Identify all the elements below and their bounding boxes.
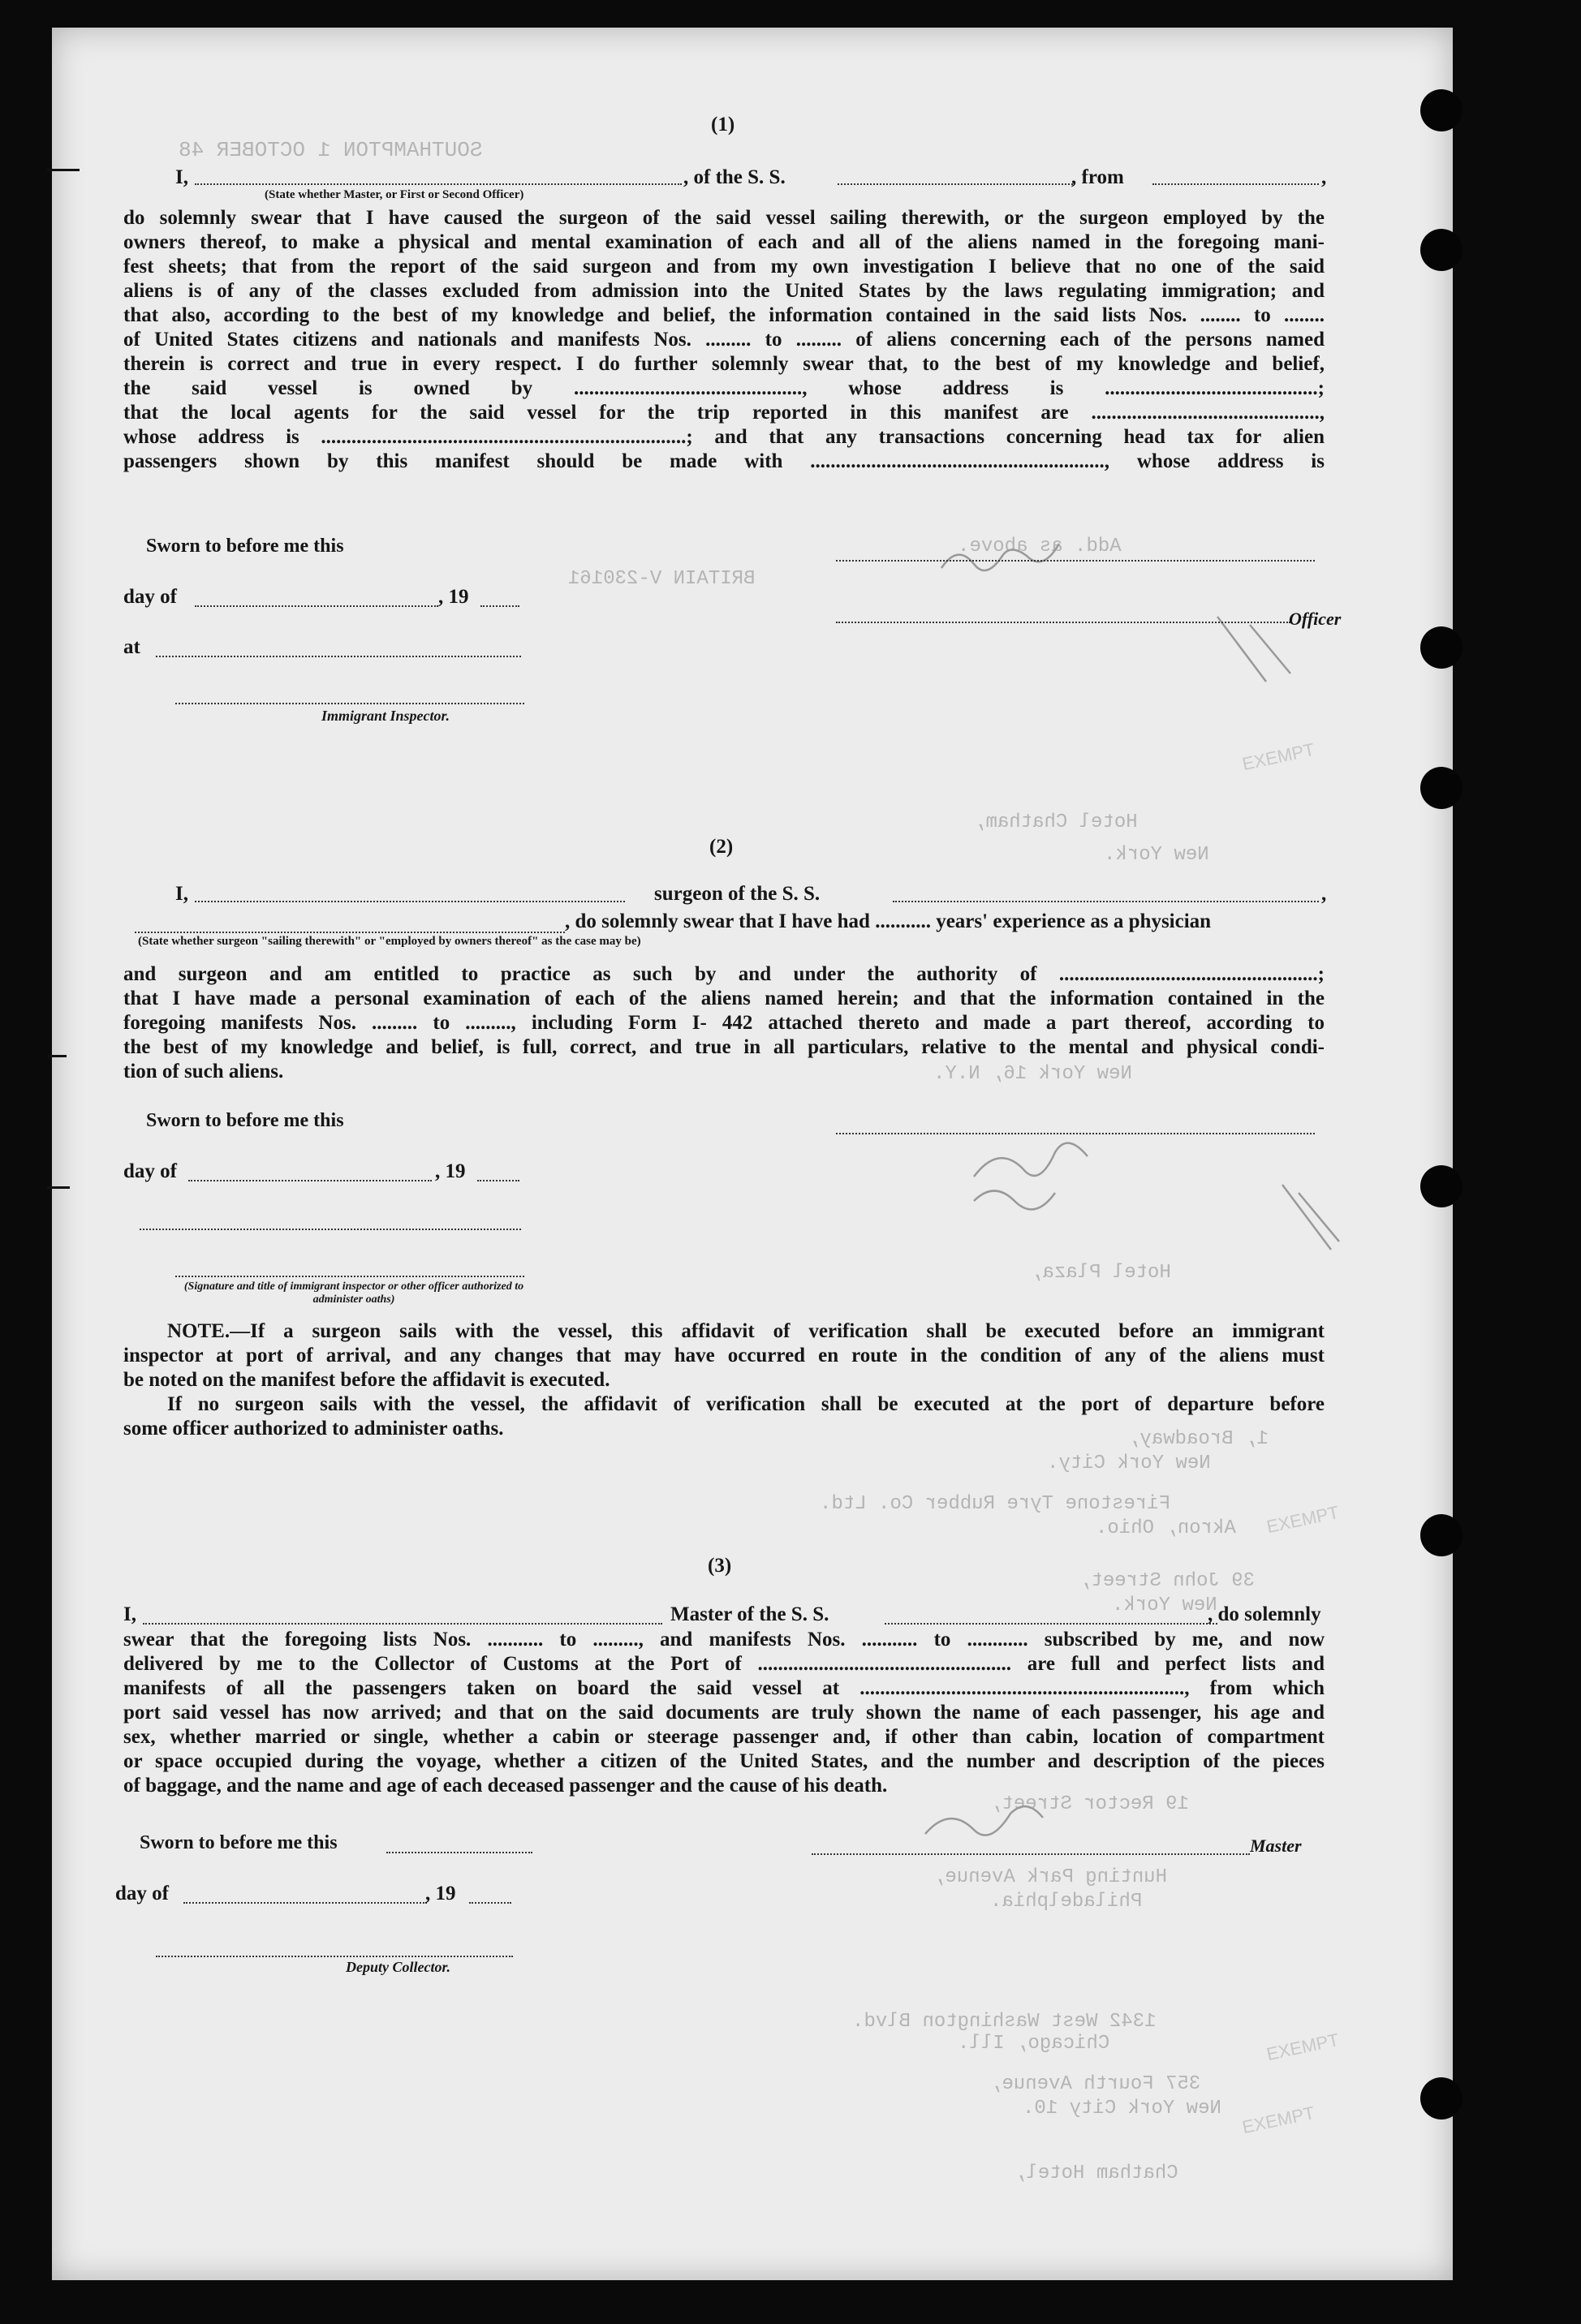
note-text-line: NOTE.—If a surgeon sails with the vessel, this affidavit of verification shall be executed before an immigrant [167,1320,1325,1342]
oath-text-line: do solemnly swear that I have caused the surgeon of the said vessel sailing therewith, or the surgeon employed by the [123,207,1325,229]
note-text-line: inspector at port of arrival, and any changes that may have occurred en route in the condition of any of the aliens must [123,1345,1325,1366]
oath-text-line: of baggage, and the name and age of each deceased passenger and the cause of his death. [123,1775,888,1797]
sworn-date-field[interactable] [386,1852,532,1853]
surgeon-status-field[interactable] [135,932,565,933]
do-solemnly-label: , do solemnly [1208,1603,1321,1625]
bleed-through-text: Hotel Chatham, [974,811,1138,833]
bleed-through-text: BRITAIN V-230161 [568,568,756,590]
note-text-line: If no surgeon sails with the vessel, the affidavit of verification shall be executed at the port of departure before [167,1393,1325,1415]
sworn-label: Sworn to before me this [140,1832,338,1853]
note-text-line: be noted on the manifest before the affidavit is executed. [123,1369,610,1391]
departure-port-field[interactable] [1152,183,1319,185]
day-field[interactable] [183,1902,427,1904]
surgeon-oath-text: , do solemnly swear that I have had ........... years' experience as a physician [565,910,1212,932]
oath-text-line: swear that the foregoing lists Nos. ........... to ........., and manifests Nos. ........... to ............ subscribed by me, and now [123,1629,1325,1650]
margin-mark [47,1186,70,1189]
surgeon-vessel-label: surgeon of the S. S. [654,883,821,905]
officer-signature-field[interactable] [175,1276,524,1277]
officer-label: Officer [1289,609,1342,629]
at-label: at [123,636,140,658]
year-label: , 19 [435,1160,466,1182]
inspector-caption: Immigrant Inspector. [321,708,450,724]
affiant-label: I, [175,166,188,188]
oath-text-line: manifests of all the passengers taken on board the said vessel at ................................................................, from which [123,1677,1325,1699]
day-of-label: day of [115,1883,169,1904]
bleed-through-text: Chatham Hotel, [1015,2163,1178,2184]
oath-text-line: port said vessel has now arrived; and that on the said documents are truly shown the name of each passenger, his age and [123,1702,1325,1724]
affiant-label: I, [175,883,188,905]
bleed-through-text: 19 Rector Street, [990,1793,1189,1815]
master-name-field[interactable] [195,183,682,185]
oath-text-line: aliens is of any of the classes excluded from admission into the United States by the laws regulating immigration; and [123,280,1325,302]
oath-text-line: and surgeon and am entitled to practice as such by and under the authority of ...................................................; [123,963,1325,985]
bleed-through-text: 1342 West Washington Blvd. [852,2011,1157,2033]
bleed-through-text: Philadelphia. [990,1891,1143,1913]
section-number: (3) [708,1555,732,1577]
exempt-stamp: EXEMPT [1264,2029,1341,2065]
vessel-label: , of the S. S. [683,166,786,188]
bleed-through-text: 1, Broadway, [1128,1428,1269,1450]
oath-text-line: therein is correct and true in every respect. I do further solemnly swear that, to the best of my knowledge and belief, [123,353,1325,375]
bleed-through-text: New York. [1112,1595,1217,1616]
comma: , [1321,883,1327,905]
deputy-collector-caption: Deputy Collector. [346,1959,450,1975]
bleed-through-text: Hunting Park Avenue, [933,1866,1168,1888]
year-field[interactable] [469,1902,511,1904]
exempt-stamp: EXEMPT [1240,738,1316,775]
bleed-through-text: Chicago, Ill. [958,2033,1110,2055]
vessel-name-field[interactable] [838,183,1073,185]
margin-mark [47,169,80,171]
rank-caption: (State whether Master, or First or Second Officer) [265,188,524,201]
comma: , [1321,166,1327,188]
sworn-label: Sworn to before me this [146,1110,344,1131]
collector-signature-field[interactable] [156,1956,513,1957]
year-field[interactable] [480,605,519,607]
master-label: Master [1250,1836,1302,1856]
inspector-signature-field[interactable] [175,703,524,704]
signature-caption: (Signature and title of immigrant inspector or other officer authorized to administer oaths) [183,1280,524,1306]
year-field[interactable] [477,1180,519,1181]
bleed-through-text: Firestone Tyre Rubber Co. Ltd. [820,1493,1171,1515]
master-signature-field[interactable] [812,1853,1250,1855]
officer-title-field[interactable] [836,622,1290,623]
bleed-through-text: Hotel Plaza, [1031,1262,1171,1284]
oath-text-line: fest sheets; that from the report of the said surgeon and from my own investigation I believe that no one of the said [123,256,1325,278]
oath-text-line: tion of such aliens. [123,1061,284,1082]
oath-text-line: sex, whether married or single, whether a cabin or steerage passenger and, if other than cabin, location of compartment [123,1726,1325,1748]
bleed-through-text: Akron, Ohio. [1096,1517,1236,1539]
vessel-name-field[interactable] [885,1623,1217,1625]
oath-text-line: the best of my knowledge and belief, is full, correct, and true in all particulars, relative to the mental and physical condi- [123,1036,1325,1058]
oath-text-line: of United States citizens and nationals and manifests Nos. ......... to ......... of aliens concerning each of the persons named [123,329,1325,351]
sworn-label: Sworn to before me this [146,536,344,557]
oath-text-line: the said vessel is owned by ............................................., whose address is ..........................................; [123,377,1325,399]
year-label: , 19 [438,586,469,608]
oath-text-line: whose address is ........................................................................; and that any transactions concerning head tax for alien [123,426,1325,448]
bleed-through-text: New York City. [1047,1452,1211,1474]
note-text-line: some officer authorized to administer oaths. [123,1418,504,1440]
surgeon-caption: (State whether surgeon "sailing therewith" or "employed by owners thereof" as the case may be) [138,935,641,948]
day-field[interactable] [195,605,438,607]
place-field[interactable] [140,1229,521,1230]
oath-text-line: passengers shown by this manifest should be made with .........................................................., whose address is [123,450,1325,472]
oath-text-line: that the local agents for the said vessel for the trip reported in this manifest are ............................................., [123,402,1325,424]
section-number: (1) [711,114,735,136]
day-of-label: day of [123,586,177,608]
year-label: , 19 [425,1883,456,1904]
oath-text-line: foregoing manifests Nos. ......... to ........., including Form I- 442 attached thereto and made a part thereof, according to [123,1012,1325,1034]
bleed-through-text: New York. [1104,844,1209,866]
bleed-through-text: SOUTHAMPTON 1 OCTOBER 48 [179,138,483,162]
oath-text-line: delivered by me to the Collector of Customs at the Port of .................................................. are full and perfect lists and [123,1653,1325,1675]
master-vessel-label: Master of the S. S. [670,1603,829,1625]
master-name-field[interactable] [143,1623,662,1625]
exempt-stamp: EXEMPT [1264,1501,1341,1538]
bleed-through-text: 39 John Street, [1079,1570,1256,1592]
bleed-through-text: Add. as above. [958,536,1122,557]
oath-text-line: or space occupied during the voyage, whether a citizen of the United States, and the number and description of the pieces [123,1750,1325,1772]
bleed-through-text: 357 Fourth Avenue, [990,2073,1201,2095]
oath-text-line: owners thereof, to make a physical and mental examination of each and all of the aliens named in the foregoing mani- [123,231,1325,253]
bleed-through-text: New York 16, N.Y. [933,1063,1132,1085]
oath-text-line: that I have made a personal examination of each of the aliens named herein; and that the information contained in the [123,988,1325,1009]
margin-mark [47,1055,67,1057]
surgeon-vessel-field[interactable] [893,901,1319,902]
officer-signature-field[interactable] [836,560,1315,562]
oath-text-line: that also, according to the best of my knowledge and belief, the information contained in the said lists Nos. ........ to ........ [123,304,1325,326]
day-of-label: day of [123,1160,177,1182]
bleed-through-text: New York City 10. [1023,2098,1221,2120]
surgeon-name-field[interactable] [195,901,625,902]
place-field[interactable] [156,656,521,657]
surgeon-signature-field[interactable] [836,1133,1315,1134]
affiant-label: I, [123,1603,136,1625]
section-number: (2) [709,836,734,858]
day-field[interactable] [188,1180,432,1181]
from-label: , from [1071,166,1124,188]
exempt-stamp: EXEMPT [1240,2102,1316,2138]
